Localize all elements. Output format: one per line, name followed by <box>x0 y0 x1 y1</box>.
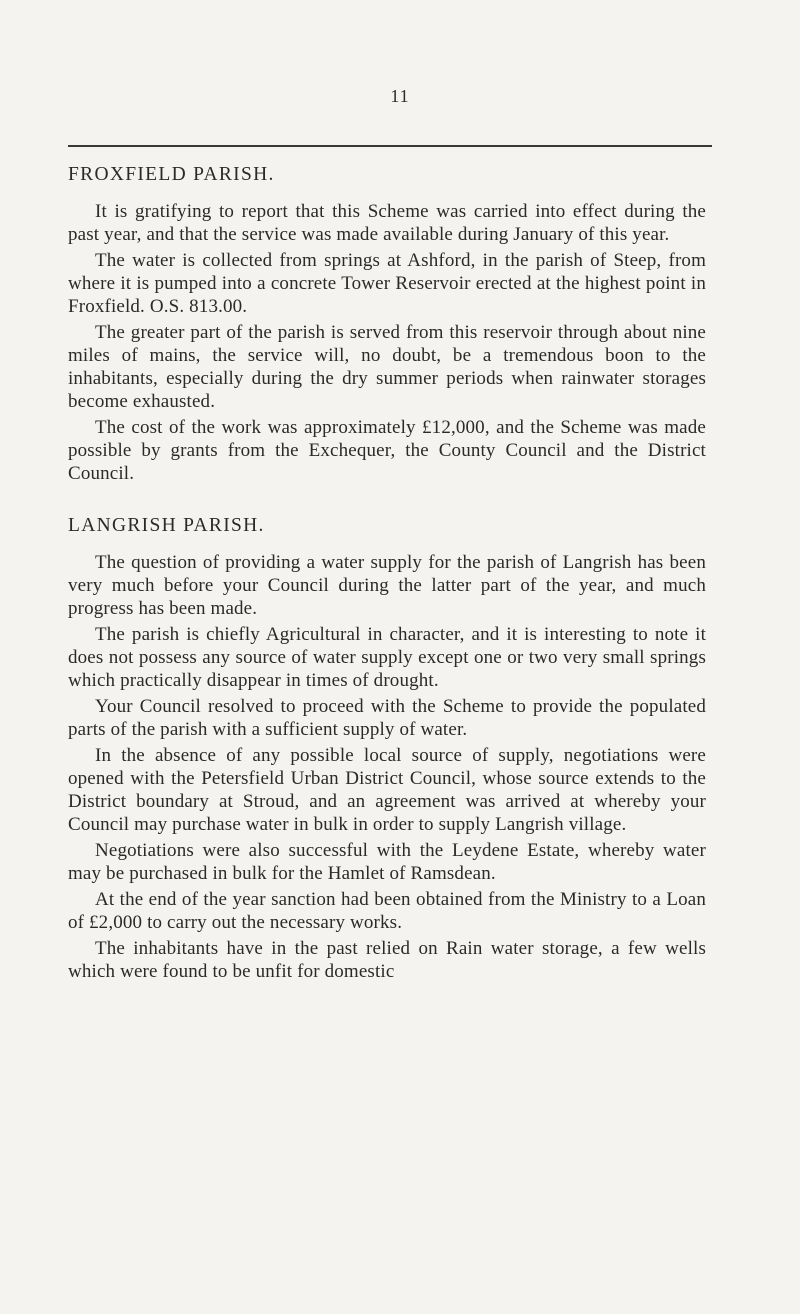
paragraph: Negotiations were also successful with the Leydene Estate, whereby water may be purchased in bulk for the Hamlet of Ramsdean. <box>68 840 706 884</box>
paragraph: The water is collected from springs at Ashford, in the parish of Steep, from where it is pumped into a concrete Tower Reservoir erected at the highest point in Froxfield. O.S. 813.00. <box>68 250 706 317</box>
header-rule <box>68 145 712 147</box>
page-number: 11 <box>390 86 410 106</box>
paragraph: The cost of the work was approximately £12,000, and the Scheme was made possible by grants from the Exchequer, the County Council and the District Council. <box>68 417 706 484</box>
paragraph: The parish is chiefly Agricultural in character, and it is interesting to note it does not possess any source of water supply except one or two very small springs which practically disappear in times of drought. <box>68 624 706 691</box>
paragraph: Your Council resolved to proceed with the Scheme to provide the populated parts of the parish with a sufficient supply of water. <box>68 696 706 740</box>
paragraph: The question of providing a water supply for the parish of Langrish has been very much before your Council during the latter part of the year, and much progress has been made. <box>68 552 706 619</box>
paragraph: In the absence of any possible local source of supply, negotiations were opened with the Petersfield Urban District Council, whose source extends to the District boundary at Stroud, and an agreement was arrived at whereby your Council may purchase water in bulk in order to supply Langrish village. <box>68 745 706 835</box>
paragraph: The inhabitants have in the past relied on Rain water storage, a few wells which were found to be unfit for domestic <box>68 938 706 982</box>
section-paragraphs <box>68 200 706 485</box>
paragraph: It is gratifying to report that this Scheme was carried into effect during the past year, and that the service was made available during January of this year. <box>68 201 706 245</box>
section-paragraphs <box>68 551 706 983</box>
section-heading: FROXFIELD PARISH. <box>68 164 275 185</box>
paragraph: At the end of the year sanction had been obtained from the Ministry to a Loan of £2,000 to carry out the necessary works. <box>68 889 706 933</box>
section-langrish-parish <box>68 513 706 983</box>
document-body <box>68 162 706 983</box>
section-heading: LANGRISH PARISH. <box>68 515 265 536</box>
paragraph: The greater part of the parish is served from this reservoir through about nine miles of mains, the service will, no doubt, be a tremendous boon to the inhabitants, especially during the dry summer periods when rainwater storages become exhausted. <box>68 322 706 412</box>
section-froxfield-parish <box>68 162 706 485</box>
